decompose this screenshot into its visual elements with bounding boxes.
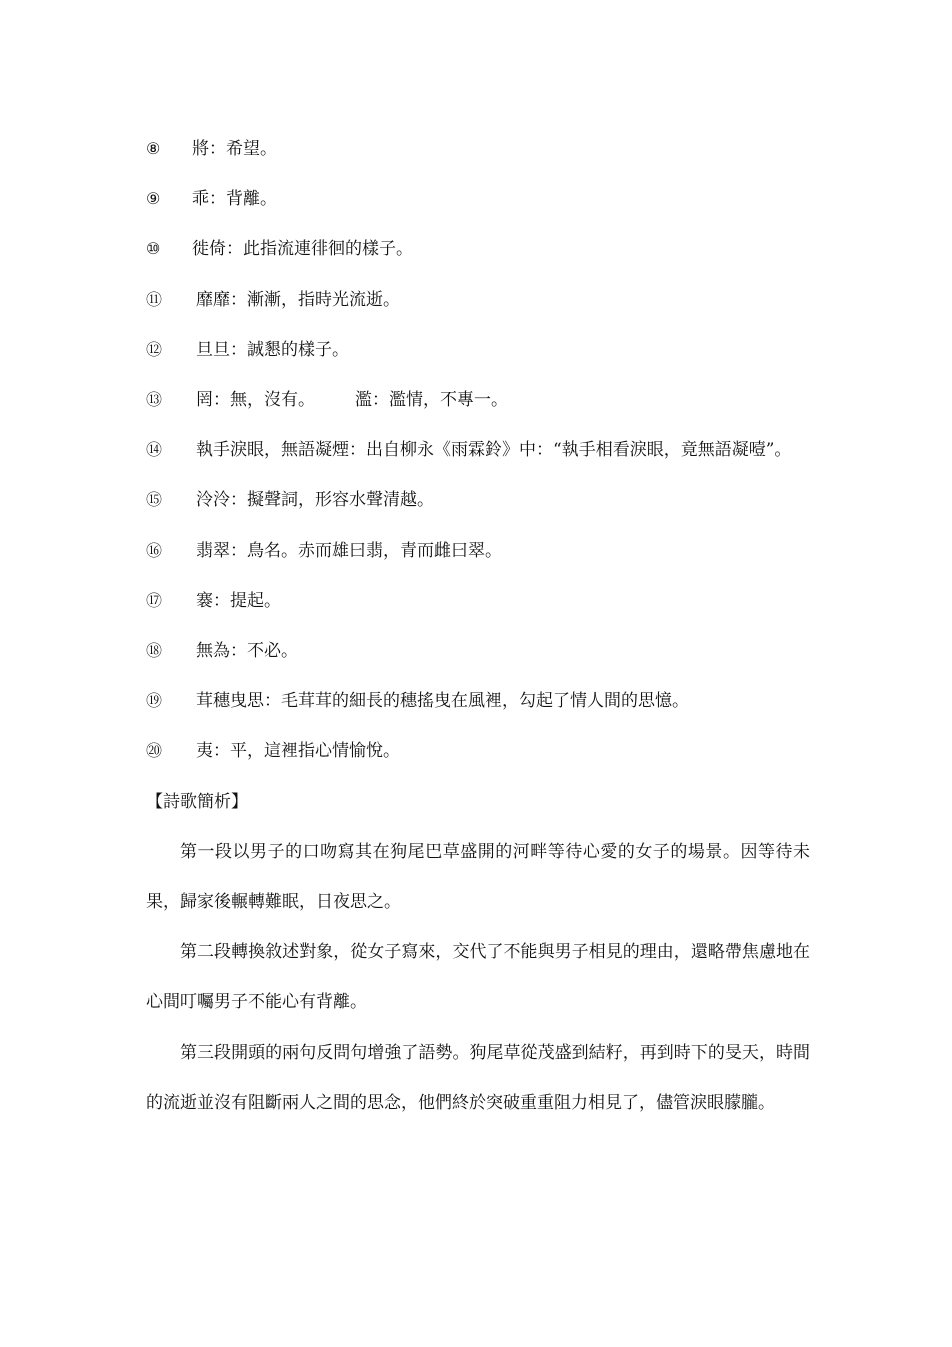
note-11: [146, 275, 810, 325]
note-text: 乖：背離。: [192, 189, 277, 210]
note-16: [146, 526, 810, 576]
note-number: ⑧: [146, 139, 161, 158]
note-14: [146, 425, 810, 475]
note-13: [146, 375, 810, 425]
note-number: ⑱: [146, 641, 163, 661]
note-text: 執手淚眼，無語凝煙：出自柳永《雨霖鈴》中：“執手相看淚眼，竟無語凝噎”。: [196, 440, 792, 461]
note-number: ⑭: [146, 440, 163, 460]
note-text: 將：希望。: [192, 139, 277, 159]
note-number: ⑨: [146, 189, 161, 209]
note-number: ⑩: [146, 239, 161, 259]
page-content: [146, 124, 810, 1128]
note-18: [146, 626, 810, 676]
note-number: ⑪: [146, 289, 163, 309]
note-number: ⑲: [146, 691, 163, 711]
note-text: 翡翠：鳥名。赤而雄曰翡，青而雌曰翠。: [196, 540, 502, 561]
note-number: ⑫: [146, 339, 163, 359]
note-number: ⑯: [146, 540, 163, 560]
note-15: [146, 475, 810, 525]
analysis-paragraph: 第一段以男子的口吻寫其在狗尾巴草盛開的河畔等待心愛的女子的場景。因等待未果，歸家後輾轉難眠，日夜思之。: [146, 841, 810, 913]
note-text: 無為：不必。: [196, 641, 298, 662]
note-9: [146, 174, 810, 224]
note-12: [146, 325, 810, 375]
section-title: 【詩歌簡析】: [146, 791, 248, 812]
note-text-secondary: 濫：濫情，不專一。: [355, 390, 508, 411]
note-20: [146, 726, 810, 776]
note-text: 泠泠：擬聲詞，形容水聲清越。: [196, 490, 434, 511]
analysis-paragraph: 第三段開頭的兩句反問句增強了語勢。狗尾草從茂盛到結籽，再到時下的旻天，時間的流逝並沒有阻斷兩人之間的思念，他們終於突破重重阻力相見了，儘管淚眼朦朧。: [146, 1042, 810, 1113]
note-text: 旦旦：誠懇的樣子。: [196, 339, 349, 360]
note-text: 茸穗曳思：毛茸茸的細長的穗搖曳在風裡，勾起了情人間的思憶。: [196, 691, 689, 712]
note-17: [146, 576, 810, 626]
note-8: [146, 124, 810, 174]
note-text: 夷：平，這裡指心情愉悅。: [196, 741, 400, 762]
note-number: ⑬: [146, 390, 163, 410]
note-number: ⑰: [146, 590, 163, 610]
analysis-paragraph: 第二段轉換敘述對象，從女子寫來，交代了不能與男子相見的理由，還略帶焦慮地在心間叮囑男子不能心有背離。: [146, 942, 810, 1013]
note-text: 褰：提起。: [196, 590, 281, 611]
note-text: 罔：無，沒有。: [196, 390, 315, 411]
note-10: [146, 224, 810, 274]
note-text: 徙倚：此指流連徘徊的樣子。: [192, 239, 413, 260]
note-number: ⑮: [146, 490, 163, 510]
note-19: [146, 676, 810, 726]
note-number: ⑳: [146, 741, 163, 761]
note-text: 靡靡：漸漸，指時光流逝。: [196, 289, 400, 310]
